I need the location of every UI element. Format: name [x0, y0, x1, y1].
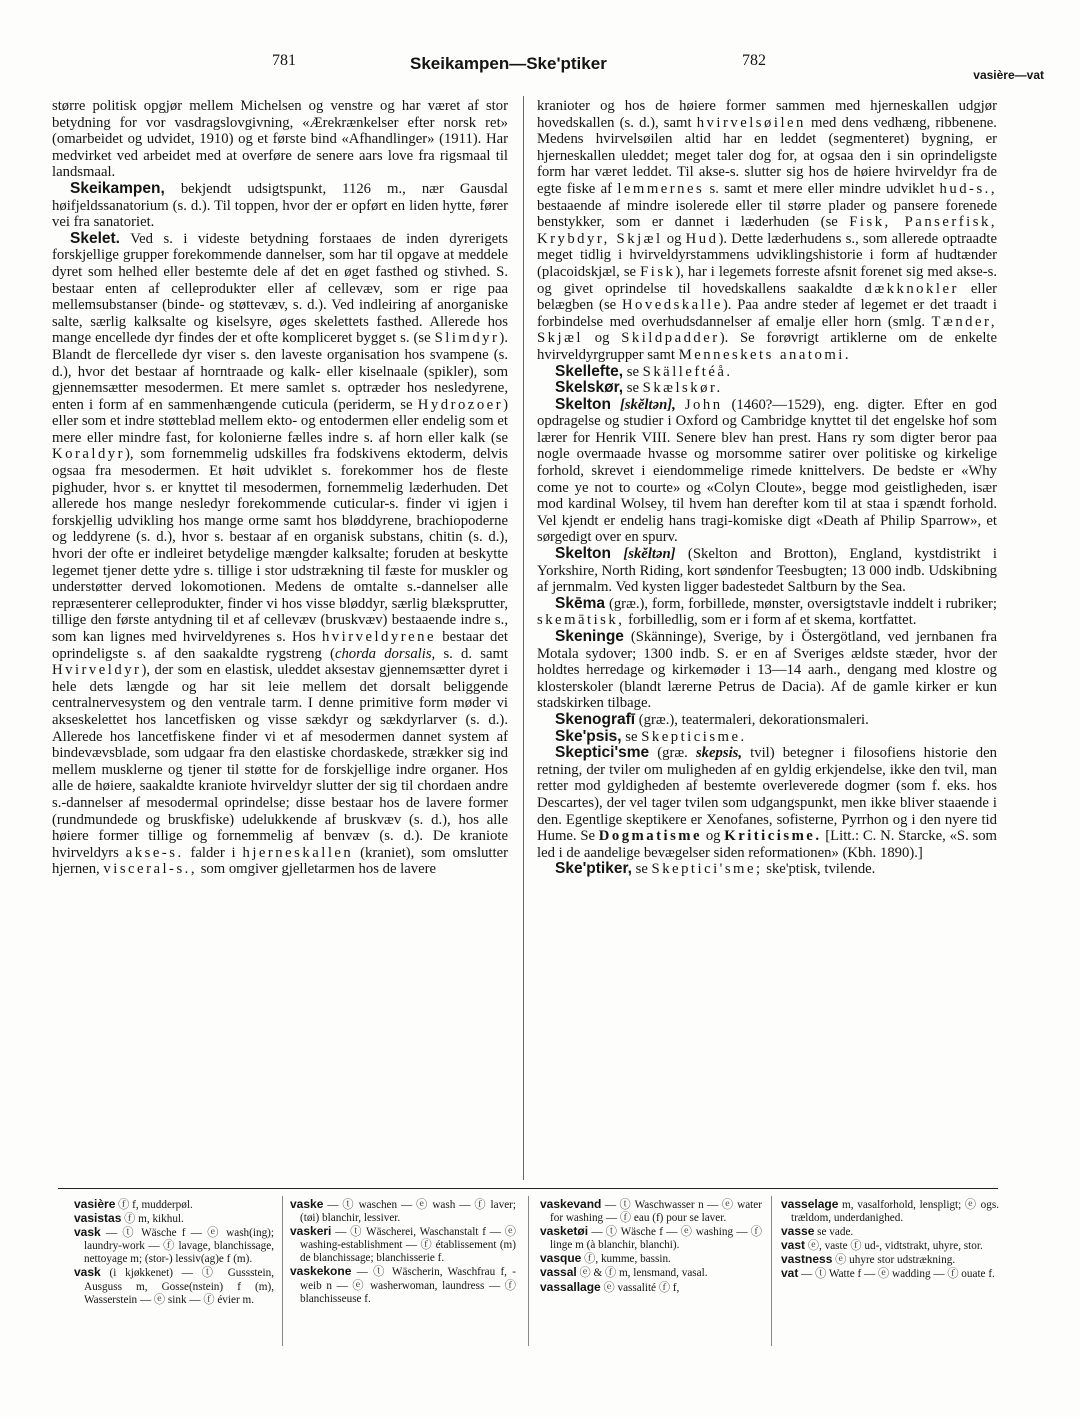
spaced-term: akse-s.	[125, 844, 184, 861]
glossary-headword: vasselage	[781, 1198, 839, 1211]
glossary-headword: vask	[74, 1265, 101, 1280]
cross-reference: Hovedskalle	[621, 297, 723, 314]
guide-words: vasière—vat	[973, 68, 1044, 82]
entry-continuation	[52, 98, 508, 181]
spaced-term: hud-s.,	[939, 180, 997, 197]
entry-text: (græ.	[649, 745, 696, 762]
glossary-entry	[74, 1226, 274, 1266]
cross-reference: Kriticisme.	[724, 828, 822, 845]
glossary-entry	[74, 1266, 274, 1306]
glossary-column-3	[540, 1198, 762, 1346]
right-column	[537, 98, 997, 1182]
glossary-headword: vaskekone	[290, 1264, 352, 1279]
entry-skelskor	[537, 380, 997, 397]
cross-reference: Fisk, Panserfisk, Krybdyr, Skjæl	[537, 214, 997, 247]
glossary-headword: vasse	[781, 1224, 815, 1239]
glossary-translation: — ⓣ Wäsche f — ⓔ wash(ing); laundry-work — ⓕ lavage, blanchissage, nettoyage m; (stor-) lessiv(ag)e f (m).	[84, 1227, 274, 1266]
entry-text: (Skelton and Brotton), England, kystdistrikt i Yorkshire, North Riding, kort søndenfor Teesbugten; 13 000 indb. Udskibning af jernmalm. Ved kysten ligger badestedet Saltburn by the Sea.	[537, 546, 997, 596]
cross-reference: Skælskør.	[642, 380, 723, 397]
headword: Skelton	[555, 545, 611, 563]
glossary-headword: vaskeri	[290, 1224, 332, 1239]
glossary-entry	[781, 1253, 999, 1267]
glossary-separator	[528, 1196, 529, 1346]
glossary-translation: (i kjøkkenet) — ⓣ Gussstein, Ausguss m, Gosse(nstein) f (m), Wasserstein — ⓔ sink — ⓕ évier m.	[84, 1267, 274, 1306]
entry-text: (kraniet), som omslutter hjernen,	[52, 844, 508, 878]
glossary-entry	[290, 1265, 516, 1305]
headword: Skenografī	[555, 710, 636, 728]
glossary-translation: ⓕ m, kikhul.	[121, 1213, 184, 1226]
entry-text: se	[631, 861, 652, 878]
entry-text: se	[621, 728, 642, 745]
glossary-translation: — ⓣ Wäscherin, Waschfrau f, -weib n — ⓔ washerwoman, laundress — ⓕ blanchisseuse f.	[300, 1266, 516, 1305]
glossary-entry	[290, 1198, 516, 1225]
glossary-entry	[781, 1239, 999, 1253]
headword: Skēma	[555, 594, 605, 612]
entry-text: ). Paa andre steder af legemet er det traadt i forbindelse med overhudsdannelser af emalje eller horn (smlg.	[537, 297, 997, 330]
entry-text: (Skänninge), Sverige, by i Östergötland, ved jernbanen fra Motala sydover; 1300 indb. S. er en af Sveriges ældste stæder, hvor der holdtes herredage og kirkemøder i 13—14 aarh., dengang med klostre og klosterskoler (blandt lærerne Petrus de Dacia). Af de gamle kirker er kun stadskirken tilbage.	[537, 629, 997, 712]
spaced-term: skemātisk,	[537, 612, 625, 629]
glossary-entry	[540, 1281, 762, 1295]
entry-text: kranioter og hos de høiere former sammen med hjerneskallen udgjør hovedskallen (s. d.), samt	[537, 98, 997, 131]
spaced-term: hjerneskallen	[242, 844, 354, 861]
entry-text: med dens vedhæng, ribbenene. Medens hvirvelsøilen altid har en leddet (segmenteret) bygning, er hjerneskallen uleddet; meget taler dog for, at ogsaa den i sin oprindeligste form har været leddet. Til akse-s. slutter sig hos de høiere hvirveldyr fra de egte fiske af	[537, 114, 997, 197]
entry-skeninge	[537, 629, 997, 712]
entry-skema	[537, 596, 997, 629]
entry-text: s. d. samt	[435, 645, 508, 662]
glossary-headword: vask	[74, 1225, 101, 1240]
entry-text: s. samt et mere eller mindre udviklet	[704, 180, 940, 197]
entry-text: (græ.), teatermaleri, dekorationsmaleri.	[635, 711, 869, 728]
glossary-translation: ⓔ uhyre stor udstrækning.	[832, 1254, 956, 1267]
entry-text: [Litt.: C. N. Starcke, «S. som led i de aandelige bevægelser siden reformationen» (Kbh. 1890).]	[537, 828, 997, 861]
spaced-term: dækknokler	[864, 280, 959, 297]
entry-text: ). Blandt de flercellede dyr viser s. den laveste organisation hos svampene (s. d.), hvor det bestaar af horntraade og kalk- eller kiselnaale (spikler), som gjennemsætter mesodermen. Et mere samlet s. optræder hos nesledyrene, enten i form af en sammenhængende cuticula (periderm, se	[52, 330, 508, 413]
entry-text: (1460?—1529), eng. digter. Efter en god opdragelse og studier i Oxford og Cambridge knyttet til det engelske hof som lærer for Henrik VIII. Senere blev han prest. Hans ry som digter beror paa nogle overmaade hvasse og morsomme satirer over politiske og kirkelige forhold, skrevet i eiendommelige rimede knittelvers. De bedste er «Why come ye not to courte» og «Colyn Cloute», begge mod geistligheden, især mod kardinal Wolsey, til hvem han derefter kom til at staa i spændt forhold. Vel kjendt er endelig hans tragi-komiske digt «Death af Philip Sparrow», et sørgedigt over en spurv.	[537, 396, 997, 546]
glossary-entry	[781, 1267, 999, 1281]
entry-skellefte	[537, 364, 997, 381]
spaced-term: hvirvelsøilen	[696, 114, 806, 131]
entry-text: og	[702, 828, 725, 845]
entry-text: bestaaende af mindre isolerede eller til større plader og pansere forenede benstykker, som er dannet i læderhuden (se	[537, 197, 997, 231]
pronunciation: [skĕltən]	[610, 546, 676, 563]
cross-reference: Fisk	[640, 263, 676, 280]
entry-continuation	[537, 98, 997, 364]
cross-reference: Hydrozoer	[417, 396, 504, 413]
entry-text: bestaar det oprindeligste s. af den saakaldte rygstreng (	[52, 629, 508, 662]
cross-reference: Slimdyr	[434, 330, 500, 347]
italic-term: chorda dorsalis,	[334, 645, 436, 662]
cross-reference: Hvirveldyr	[52, 662, 142, 679]
entry-skenografi	[537, 712, 997, 729]
entry-skelton-place	[537, 546, 997, 596]
glossary-entry	[781, 1198, 999, 1225]
headword: Skelton	[555, 395, 611, 413]
cross-reference: Skeptici'sme;	[651, 861, 763, 878]
entry-text: eller belægben (se	[537, 280, 997, 314]
entry-text: ), har i legemets forreste afsnit forenet sig med akse-s. og givet oprindelse til hovedskallens saakaldte	[537, 263, 997, 297]
entry-text: ), der som en elastisk, uleddet aksestav gjennemsætter dyret i hele dets længde og har sit leie mellem det dorsalt beliggende centralnervesystem og den ventrale tarm. I denne primitive form møder vi akseskelettet hos lancetfisken og visse sækdyr og sækdyrlarver (s. d.). Allerede hos lancetfiskene finder vi et af mesodermen dannet system af bindevævsblade, som udgaar fra den elastiske chordaskede, strækker sig ind mellem musklerne og tjener til støtte for de forskjellige indre organer. Hos alle de høiere, saakaldte kraniote hvirveldyr slutter der sig til chordaen andre s.-dannelser af mesodermal oprindelse; disse bestaar hos de lavere former (rundmundede og bruskfiske) udelukkende af bruskvæv (s. d.), hos alle høiere former tillige og fornemmelig af benvæv (s. d.). De kraniote hvirveldyrs	[52, 662, 508, 861]
left-column	[52, 98, 508, 1182]
headword: Skellefte,	[555, 362, 624, 380]
glossary-entry	[781, 1225, 999, 1239]
entry-text: ). Se forøvrigt artiklerne om de enkelte hvirveldyrgrupper samt	[537, 330, 997, 363]
entry-text: falder i	[183, 844, 243, 861]
headword: Skelet.	[70, 229, 120, 247]
entry-text: og	[582, 330, 622, 347]
glossary-headword: vassal	[540, 1265, 577, 1280]
glossary-translation: — ⓣ Wäscherei, Waschanstalt f — ⓔ washing-establishment — ⓕ établissement (m) de blanchissage; blanchisserie f.	[300, 1226, 516, 1265]
glossary-translation: — ⓣ Wäsche f — ⓔ washing — ⓕ linge m (à blanchir, blanchi).	[550, 1226, 762, 1252]
cross-reference: Koraldyr	[52, 446, 126, 463]
headword: Ske'ptiker,	[555, 860, 632, 878]
glossary-translation: — ⓣ waschen — ⓔ wash — ⓕ laver; (tøi) blanchir, lessiver.	[300, 1199, 516, 1225]
entry-skelet	[52, 231, 508, 878]
glossary-translation: — ⓣ Watte f — ⓔ wadding — ⓕ ouate f.	[798, 1268, 995, 1281]
entry-text: bekjendt udsigtspunkt, 1126 m., nær Gausdal høifjeldssanatorium (s. d.). Til toppen, hvor der er opført en liden hytte, fører vei fra sanatoriet.	[52, 180, 508, 231]
cross-reference: Menneskets anatomi.	[678, 346, 852, 363]
glossary-headword: vaske	[290, 1198, 324, 1211]
glossary-entry	[540, 1225, 762, 1252]
glossary-translation: se vade.	[814, 1226, 854, 1239]
glossary-headword: vasistas	[74, 1211, 122, 1226]
entry-skeikampen	[52, 181, 508, 231]
glossary-translation: ⓔ vassalité ⓕ f,	[600, 1281, 680, 1294]
glossary-headword: vast	[781, 1238, 806, 1253]
glossary-translation: ⓔ & ⓕ m, lensmand, vasal.	[576, 1267, 708, 1280]
entry-skeptiker	[537, 861, 997, 878]
glossary-column-1	[74, 1198, 274, 1346]
glossary-translation: ⓕ, kumme, bassin.	[581, 1253, 671, 1266]
entry-text: ) eller som et indre støtteblad mellem ekto- og entodermen eller endelig som et mere eller mindre fast, for kolonierne fælles indre s. af horn eller kalk (se	[52, 396, 508, 446]
glossary-headword: vasketøi	[540, 1224, 589, 1239]
glossary-translation: ⓔ, vaste ⓕ ud-, vidtstrakt, uhyre, stor.	[805, 1240, 983, 1253]
entry-text: tvil) betegner i filosofiens historie den retning, der tviler om muligheden af en gyldig erkjendelse, ikke den tvil, man retter mod gyldigheden af bestemte overleverede dogmer (som f. eks. hos Descartes), der vel tager tvilen som udgangspunkt, men ikke bliver staaende i den. Egentlige skeptikere er Xenofanes, sofisterne, Pyrrhon og i den nyere tid Hume. Se	[537, 745, 997, 845]
spaced-term: hvirveldyrene	[321, 629, 437, 645]
entry-skepticisme	[537, 745, 997, 861]
footer-divider	[58, 1188, 998, 1189]
glossary-entry	[74, 1198, 274, 1212]
glossary-translation: m, vasalforhold, lenspligt; ⓔ ogs. trældom, underdanighed.	[791, 1199, 999, 1225]
glossary-entry	[290, 1225, 516, 1265]
entry-text: (græ.), form, forbillede, mønster, oversigtstavle inddelt i rubriker;	[604, 595, 997, 612]
glossary-entry	[540, 1266, 762, 1280]
entry-text: forbilledlig, som er i form af et skema, kortfattet.	[624, 612, 917, 629]
entry-text: ske'ptisk, tvilende.	[762, 861, 876, 878]
headword: Ske'psis,	[555, 727, 622, 745]
entry-text: ), som fornemmelig udskilles fra fodskivens ektoderm, delvis ogsaa fra mesodermen. Et høit udviklet s. forekommer hos de fleste pighuder, hvor s. er knyttet til mesodermen, fornemmelig læderhuden. Det allerede hos mange nesledyr forekommende cuticular-s. finder vi igjen i forskjellig udvikling hos mange orme samt hos bløddyrene, brachiopoderne og leddyrene (s. d.), hvor s. bestaar af en organisk substans, chitin (s. d.), hvori der ofte er indleiret betydelige mængder kalksalte; foruden at beskytte legemet tjener dette ydre s. tillige i stor udstrækning til fæste for muskler og understøtter derved lokomotionen. Medens de omtalte s.-dannelser alle repræsenterer celleprodukter, finder vi hos visse bløddyr, særlig blæksprutter, tillige den første antydning til et af cellevæv (bruskvæv) bestaaende indre s., som kan lignes med hvirveldyrenes s. Hos	[52, 446, 508, 645]
pronunciation: [skĕltən],	[610, 396, 676, 413]
entry-text: Ved s. i videste betydning forstaaes de inden dyrerigets forskjellige grupper forekommende dannelser, som har til opgave at meddele dyret som helhed eller bestemte dele af det en øget fasthed og stivhed. S. bestaar enten af celleprodukter eller af cellevæv, som er rige paa mellemsubstanser (binde- og støttevæv, s. d.). Ved indleiring af anorganiske salte, særlig kalksalte og kiselsyre, øges skelettets fasthed. Allerede hos mange encellede dyr findes der et ofte kompliceret bygget s. (se	[52, 230, 508, 347]
headword: Skeikampen,	[70, 179, 165, 197]
glossary-translation: ⓕ f, mudderpøl.	[115, 1199, 193, 1211]
spaced-term: visceral-s.,	[103, 861, 198, 878]
cross-reference: Dogmatisme	[598, 828, 703, 845]
glossary-separator	[771, 1196, 772, 1346]
entry-text: som omgiver gjelletarmen hos de lavere	[197, 861, 437, 878]
entry-skelton-john	[537, 397, 997, 546]
glossary-column-2	[290, 1198, 516, 1346]
column-divider	[523, 96, 524, 1180]
entry-text: ). Dette læderhudens s., som allerede optraadte meget tidlig i hvirveldyrstammens udviklingshistorie i form af hudtænder (placoidskjæl, se	[537, 230, 997, 280]
glossary-entry	[540, 1252, 762, 1266]
spaced-term: lemmernes	[617, 180, 705, 197]
headword: Skeninge	[555, 628, 624, 645]
headword: Skeptici'sme	[555, 744, 650, 762]
page-number-right: 782	[742, 52, 766, 69]
glossary-headword: vaskevand	[540, 1198, 602, 1211]
entry-skepsis	[537, 729, 997, 746]
glossary-separator	[282, 1196, 283, 1346]
glossary-translation: — ⓣ Waschwasser n — ⓔ water for washing — ⓕ eau (f) pour se laver.	[550, 1199, 762, 1225]
entry-text: se	[623, 363, 643, 380]
entry-text: se	[623, 380, 643, 397]
cross-reference: Skildpadder	[621, 330, 720, 347]
headword: Skelskør,	[555, 379, 624, 397]
glossary-headword: vasière	[74, 1198, 116, 1211]
page-number-left: 781	[272, 52, 296, 69]
page-title: Skeikampen—Ske'ptiker	[410, 54, 607, 73]
glossary-column-4	[781, 1198, 999, 1346]
glossary-headword: vat	[781, 1266, 799, 1281]
cross-reference: Skepticisme.	[641, 728, 747, 745]
cross-reference: Tænder, Skjæl	[537, 313, 997, 347]
entry-text	[676, 397, 685, 413]
glossary-headword: vassallage	[540, 1279, 601, 1294]
spaced-term: John	[684, 396, 723, 413]
italic-term: skepsis,	[695, 745, 743, 762]
glossary-entry	[540, 1198, 762, 1225]
entry-text: og	[662, 230, 686, 247]
cross-reference: Hud	[685, 230, 719, 247]
glossary-headword: vastness	[781, 1252, 833, 1267]
glossary-entry	[74, 1212, 274, 1226]
glossary-headword: vasque	[540, 1251, 582, 1266]
entry-text: større politisk opgjør mellem Michelsen og venstre og har været af stor betydning for vor vasdragslovgivning, «Ærekrænkelser efter norsk ret» (omarbeidet og udvidet, 1910) og et første bind «Afhandlinger» (1911). Har medvirket ved arbeidet med at overføre de senere aars love fra rigsmaal til landsmaal.	[52, 98, 508, 181]
cross-reference: Skälleftéå.	[642, 363, 733, 380]
